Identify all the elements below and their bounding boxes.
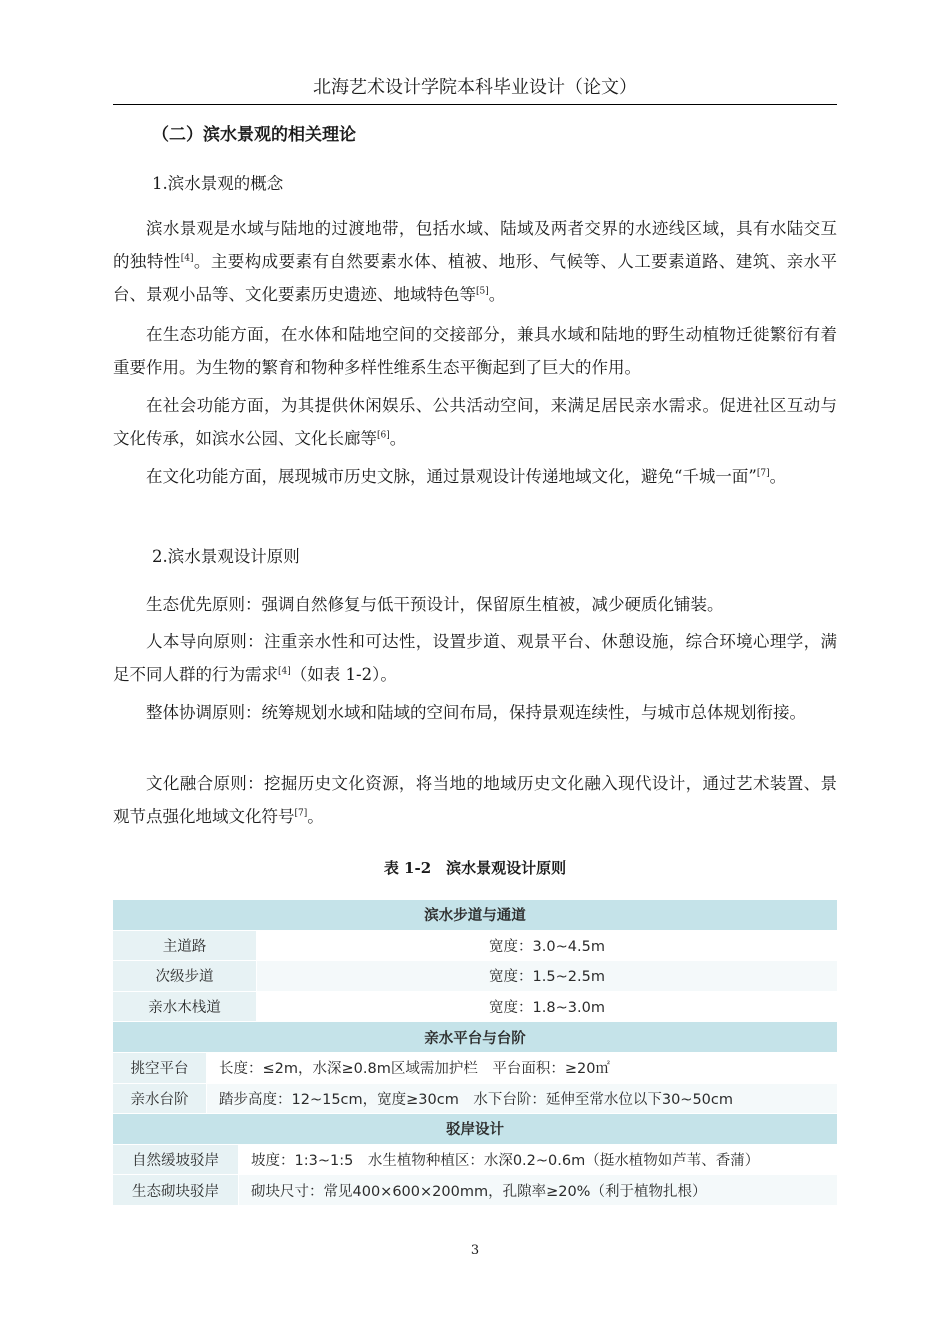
section-heading: （二）滨水景观的相关理论: [152, 125, 356, 145]
table-row: [113, 1053, 837, 1084]
citation: [7]: [294, 808, 308, 819]
page-header: 北海艺术设计学院本科毕业设计（论文）: [313, 77, 637, 98]
table-cell-label: 生态砌块驳岸: [113, 1175, 239, 1205]
sub-heading-concept: 1.滨水景观的概念: [152, 174, 284, 193]
citation: [4]: [180, 253, 194, 264]
table-row: [113, 1084, 837, 1115]
table-row: [113, 931, 837, 962]
table-cell-label: 挑空平台: [113, 1053, 207, 1083]
table-row: [113, 1145, 837, 1176]
table-row: [113, 992, 837, 1023]
table-section-header: 驳岸设计: [113, 1114, 837, 1145]
table-cell-label: 自然缓坡驳岸: [113, 1145, 239, 1175]
table-section-header: 滨水步道与通道: [113, 900, 837, 931]
table-section-header: 亲水平台与台阶: [113, 1022, 837, 1053]
paragraph-coordination: 整体协调原则：统筹规划水域和陆域的空间布局，保持景观连续性，与城市总体规划衔接。: [146, 703, 806, 722]
page-number: 3: [470, 1243, 480, 1258]
citation: [6]: [377, 430, 390, 441]
table-cell-value: 坡度：1:3~1:5 水生植物种植区：水深0.2~0.6m（挺水植物如芦苇、香蒲）: [239, 1145, 837, 1175]
citation: [5]: [476, 286, 489, 297]
paragraph-human-oriented: 人本导向原则：注重亲水性和可达性，设置步道、观景平台、休憩设施，综合环境心理学，满足不同人群的行为需求[4]（如表 1-2）。: [113, 632, 837, 684]
paragraph-culture: 在文化功能方面，展现城市历史文脉，通过景观设计传递地域文化，避免“千城一面”[7]。: [146, 467, 787, 486]
table-cell-label: 亲水台阶: [113, 1084, 207, 1114]
table-caption: 表 1-2 滨水景观设计原则: [383, 859, 567, 877]
table-cell-value: 宽度：1.5~2.5m: [257, 961, 837, 991]
paragraph-ecology-first: 生态优先原则：强调自然修复与低干预设计，保留原生植被，减少硬质化铺装。: [146, 595, 724, 614]
table-row: [113, 961, 837, 992]
citation: [4]: [278, 666, 291, 677]
table-cell-value: 踏步高度：12~15cm，宽度≥30cm 水下台阶：延伸至常水位以下30~50cm: [207, 1084, 837, 1114]
paragraph-concept: 滨水景观是水域与陆地的过渡地带，包括水域、陆域及两者交界的水迹线区域，具有水陆交互的独特性[4]。主要构成要素有自然要素水体、植被、地形、气候等、人工要素道路、建筑、亲水平台、景观小品等、文化要素历史遗迹、地域特色等[5]。: [113, 219, 838, 304]
design-principles-table: [113, 900, 837, 1206]
paragraph-cultural-fusion: 文化融合原则：挖掘历史文化资源，将当地的地域历史文化融入现代设计，通过艺术装置、景观节点强化地域文化符号[7]。: [113, 774, 837, 826]
paragraph-social: 在社会功能方面，为其提供休闲娱乐、公共活动空间，来满足居民亲水需求。促进社区互动与文化传承，如滨水公园、文化长廊等[6]。: [113, 396, 837, 448]
table-row: [113, 1175, 837, 1206]
table-cell-value: 砌块尺寸：常见400×600×200mm，孔隙率≥20%（利于植物扎根）: [239, 1175, 837, 1205]
citation: [7]: [756, 468, 770, 479]
table-cell-value: 宽度：1.8~3.0m: [257, 992, 837, 1022]
table-cell-label: 次级步道: [113, 961, 257, 991]
table-cell-value: 宽度：3.0~4.5m: [257, 931, 837, 961]
table-cell-label: 亲水木栈道: [113, 992, 257, 1022]
header-rule: [113, 104, 837, 105]
table-cell-value: 长度：≤2m，水深≥0.8m区域需加护栏 平台面积：≥20㎡: [207, 1053, 837, 1083]
sub-heading-principles: 2.滨水景观设计原则: [152, 547, 300, 566]
paragraph-ecology: 在生态功能方面，在水体和陆地空间的交接部分，兼具水域和陆地的野生动植物迁徙繁衍有着重要作用。为生物的繁育和物种多样性维系生态平衡起到了巨大的作用。: [113, 325, 837, 377]
table-cell-label: 主道路: [113, 931, 257, 961]
